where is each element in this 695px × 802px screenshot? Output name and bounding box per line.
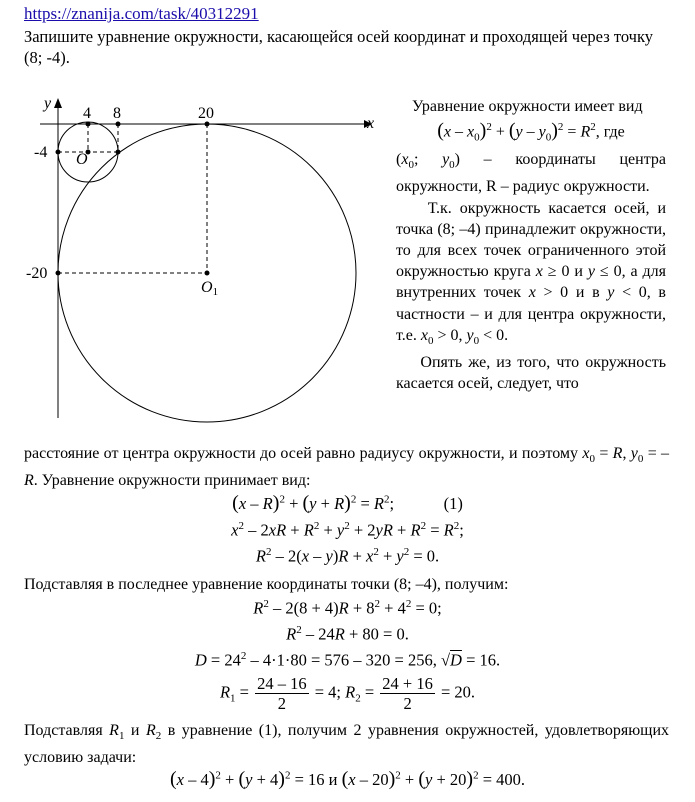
final-equations: $(x - 4)^2 + (y + 4)^2 = 16$ и $(x - 20)^2 + (y + 20)^2 = 400$. — [169, 768, 526, 790]
x-axis-label: x — [367, 115, 375, 132]
tick-label-m20: -20 — [26, 265, 48, 282]
y-axis-label: y — [44, 95, 52, 112]
equation-discriminant: $D = 24^2 - 4\cdot 1\cdot 80 = 576 - 320 = 256$, √D = 16. — [194, 650, 501, 670]
point-8-m4 — [116, 150, 121, 155]
equation-5: $R^2 - 24R + 80 = 0$. — [286, 624, 409, 644]
point-4 — [86, 122, 91, 127]
paragraph-4a: Опять же, из того, что окружность касается осей, следует, что — [396, 354, 667, 393]
equation-1: $(x - R)^2 + (y + R)^2 = R^2$; (1) — [232, 492, 463, 514]
point-20 — [205, 122, 210, 127]
paragraph-3: Т.к. окружность касается осей, и точка (8; –4) принадлежит окружности, то для всех точек ограниченного этой окружностью круга x ≥ 0 и y ≤ 0, а для внутренних точек x > 0 и в y < 0, в частности – и для центра окружности, т.е. $x_0 > 0$, $y_0 < 0$. — [396, 199, 667, 347]
y-axis-arrow — [54, 98, 62, 108]
paragraph-1: Уравнение окружности имеет вид — [412, 98, 643, 115]
point-m20 — [56, 271, 61, 276]
center-label-o1: O1 — [201, 279, 219, 298]
equation-3: $R^2 - 2(x - y)R + x^2 + y^2 = 0$. — [255, 546, 440, 566]
center-label-o: O — [76, 151, 88, 168]
tick-label-8: 8 — [113, 105, 121, 122]
paragraph-6: Подставляя $R_1$ и $R_2$ в уравнение (1), получим 2 уравнения окружностей, удовлетворяющих условию задачи: — [24, 722, 670, 767]
circle-equation-general: $(x - x_0)^2 + (y - y_0)^2 = R^2$, где — [437, 119, 625, 144]
explanation-column — [396, 96, 666, 395]
tick-label-4: 4 — [83, 105, 91, 122]
equation-4: $R^2 - 2(8 + 4)R + 8^2 + 4^2 = 0$; — [253, 598, 442, 618]
circles-diagram — [0, 88, 392, 428]
paragraph-4b: расстояние от центра окружности до осей равно радиусу окружности, и поэтому $x_0 = R$, $y_0 = -R$. Уравнение окружности принимает вид: — [24, 445, 670, 490]
tick-label-20: 20 — [198, 105, 214, 122]
tick-label-m4: -4 — [34, 144, 48, 161]
source-link[interactable]: https://znanija.com/task/40312291 — [24, 4, 259, 23]
paragraph-5: Подставляя в последнее уравнение координаты точки (8; –4), получим: — [24, 576, 509, 593]
task-statement: Запишите уравнение окружности, касающейся осей координат и проходящей через точку (8; -4). — [24, 27, 653, 67]
paragraph-2: ($x_0$; $y_0$) – координаты центра окружности, R – радиус окружности. — [396, 150, 666, 196]
point-o1 — [205, 271, 210, 276]
point-m4 — [56, 150, 61, 155]
equation-roots: $R_1$ = $\frac{24 - 16}{2}$ = 4; $R_2$ = $\frac{24 + 16}{2}$ = 20. — [219, 674, 476, 713]
point-8 — [116, 122, 121, 127]
equation-2: $x^2 - 2xR + R^2 + y^2 + 2yR + R^2 = R^2$; — [231, 520, 464, 540]
